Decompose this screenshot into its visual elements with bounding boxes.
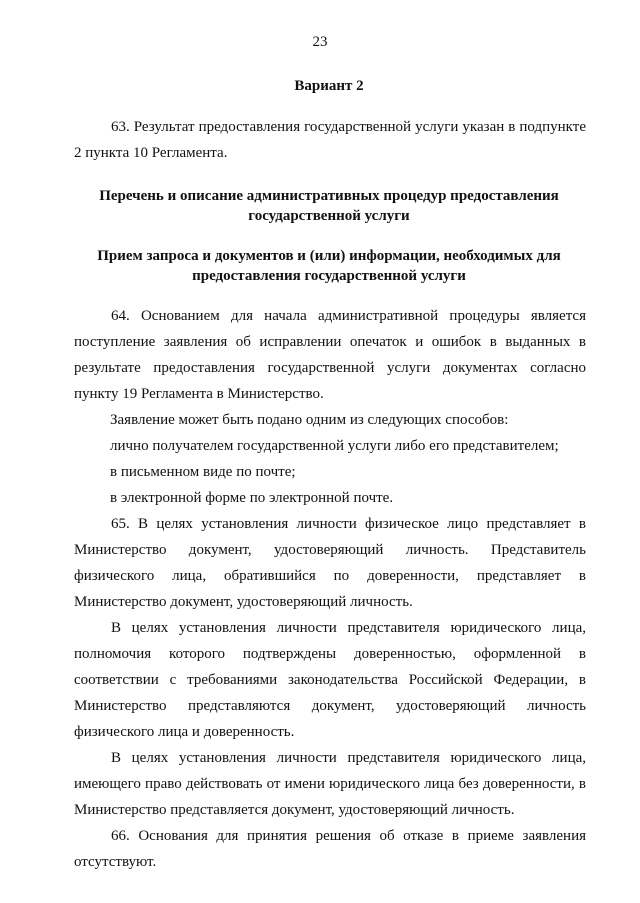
page-number: 23 [312, 34, 328, 50]
subsection-heading: Прием запроса и документов и (или) информации, необходимых для предоставления государственной услуги [97, 248, 561, 284]
paragraph-63: 63. Результат предоставления государственной услуги указан в подпункте 2 пункта 10 Регламента. [74, 119, 586, 161]
paragraph-65: 65. В целях установления личности физическое лицо представляет в Министерство документ, удостоверяющий личность. Представитель физического лица, обратившийся по доверенности, представляет в Министерство документ, удостоверяющий личность. [74, 516, 586, 610]
paragraph-64: 64. Основанием для начала административной процедуры является поступление заявления об исправлении опечаток и ошибок в выданных в результате предоставления государственной услуги документах согласно пункту 19 Регламента в Министерство. [74, 308, 586, 402]
submission-ways-intro: Заявление может быть подано одним из следующих способов: [110, 412, 509, 428]
variant-title: Вариант 2 [294, 78, 364, 94]
submission-way-item: в электронной форме по электронной почте. [110, 490, 394, 506]
paragraph-66: 66. Основания для принятия решения об отказе в приеме заявления отсутствуют. [74, 828, 586, 870]
section-heading: Перечень и описание административных процедур предоставления государственной услуги [99, 188, 559, 224]
paragraph-65-legal-without-poa: В целях установления личности представителя юридического лица, имеющего право действовать от имени юридического лица без доверенности, в Министерство представляется документ, удостоверяющий личность. [74, 750, 586, 818]
submission-way-item: в письменном виде по почте; [110, 464, 296, 480]
submission-way-item: лично получателем государственной услуги либо его представителем; [110, 438, 559, 454]
paragraph-65-legal-representative: В целях установления личности представителя юридического лица, полномочия которого подтверждены доверенностью, оформленной в соответствии с требованиями законодательства Российской Федерации, в Министерство представляются документ, удостоверяющий личность физического лица и доверенность. [74, 620, 586, 740]
